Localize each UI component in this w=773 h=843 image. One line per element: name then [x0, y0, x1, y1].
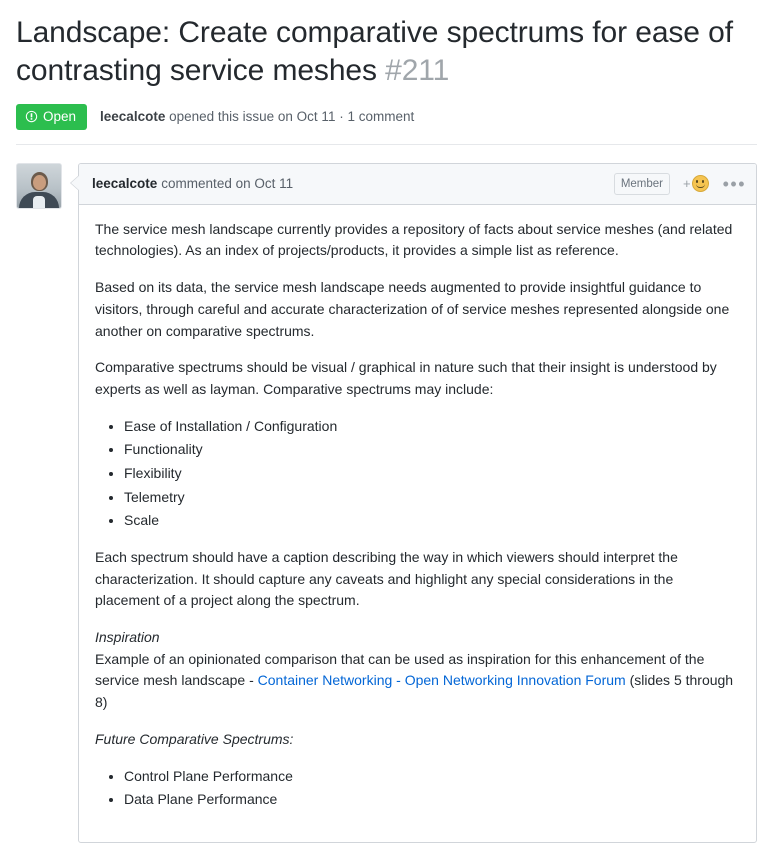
issue-meta-text — [100, 110, 414, 124]
issue-meta-row — [16, 104, 757, 145]
comment-thread — [16, 163, 757, 843]
comment-body — [79, 205, 756, 842]
page-title — [16, 14, 757, 90]
inspiration-text-before: Example of an opinionated comparison that can be used as inspiration for this enhancement of the service mesh landscape - — [95, 650, 705, 689]
add-reaction-label: + — [683, 176, 691, 192]
paragraph: Comparative spectrums should be visual / graphical in nature such that their insight is understood by experts as well as layman. Comparative spectrums may include: — [95, 359, 717, 397]
add-reaction-button[interactable] — [683, 175, 709, 192]
status-badge-label: Open — [43, 109, 77, 125]
issue-title-text: Landscape: Create comparative spectrums for ease of contrasting service meshes — [16, 16, 733, 88]
comment-author-link[interactable]: leecalcote — [92, 176, 158, 192]
issue-opened-text: opened this issue on Oct 11 — [169, 109, 336, 125]
comment-card — [78, 163, 757, 843]
list-item: • Functionality — [124, 439, 740, 461]
comment-timestamp[interactable]: commented on Oct 11 — [161, 176, 294, 192]
inspiration-heading-text: Inspiration — [95, 629, 160, 646]
status-badge[interactable] — [16, 104, 87, 130]
spectrum-list — [95, 416, 740, 532]
member-badge: Member — [614, 173, 670, 195]
comment-header — [79, 164, 756, 205]
comment-count: 1 comment — [347, 109, 415, 125]
inspiration-text-after: (slides 5 through 8) — [95, 672, 734, 711]
list-item: • Telemetry — [124, 487, 740, 509]
avatar-shirt — [33, 196, 45, 208]
paragraph: The service mesh landscape currently provides a repository of facts about service meshes (and related technologies). As an index of projects/products, it provides a simple list as reference. — [95, 220, 733, 259]
paragraph: Each spectrum should have a caption describing the way in which viewers should interpret the characterization. It should capture any caveats and highlight any special considerations in the placement of a project along the spectrum. — [95, 549, 678, 609]
inspiration-heading — [95, 627, 740, 649]
paragraph: Based on its data, the service mesh landscape needs augmented to provide insightful guidance to visitors, through careful and accurate characterization of of service meshes represented alongside one another on comparative spectrums. — [95, 279, 730, 339]
inspiration-paragraph — [95, 649, 740, 714]
meta-separator: · — [339, 109, 344, 125]
list-item: • Ease of Installation / Configuration — [124, 416, 740, 438]
inspiration-link[interactable]: Container Networking - Open Networking Innovation Forum — [257, 672, 626, 689]
list-item: • Data Plane Performance — [124, 789, 740, 811]
list-item: • Scale — [124, 510, 740, 532]
issue-number: #211 — [385, 54, 450, 88]
avatar[interactable] — [16, 163, 62, 209]
future-heading-text: Future Comparative Spectrums: — [95, 730, 294, 747]
kebab-horizontal-icon[interactable]: ••• — [722, 173, 746, 194]
future-heading — [95, 729, 740, 751]
list-item: • Control Plane Performance — [124, 766, 740, 788]
issue-opened-icon — [25, 110, 38, 123]
future-list — [95, 766, 740, 811]
smiley-icon — [692, 175, 709, 192]
issue-author-link[interactable]: leecalcote — [100, 109, 166, 125]
avatar-face — [33, 175, 46, 190]
list-item: • Flexibility — [124, 463, 740, 485]
